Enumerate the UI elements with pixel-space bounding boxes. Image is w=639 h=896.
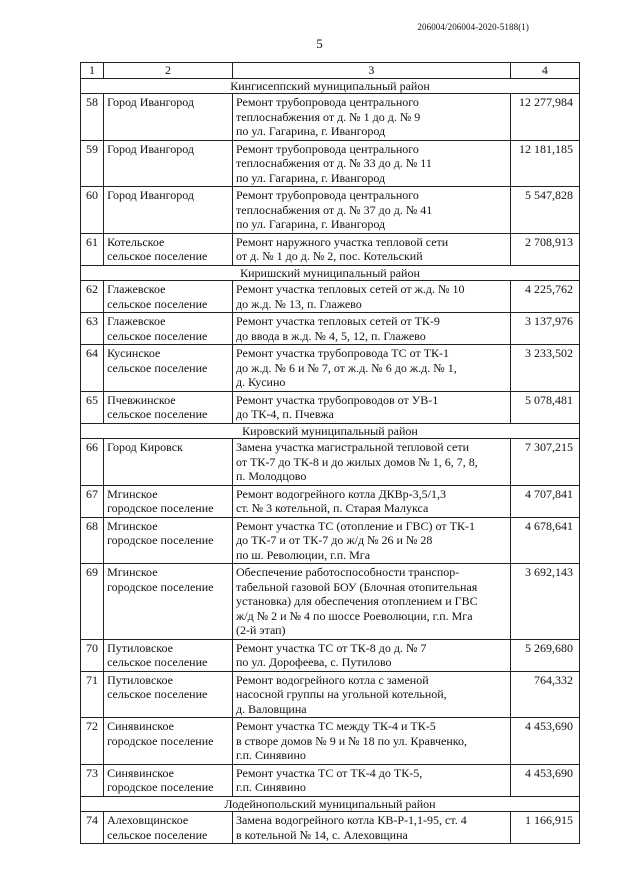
column-header: 1 <box>81 63 104 79</box>
work-description-line: по ул. Гагарина, г. Ивангород <box>236 170 386 185</box>
work-description-cell <box>233 281 511 313</box>
row-number: 69 <box>81 564 104 640</box>
municipality-cell <box>104 313 233 345</box>
work-description-line: Ремонт участка тепловых сетей от ТК-9 <box>236 314 440 328</box>
work-description-line: Обеспечение работоспособности транспор- <box>236 565 460 579</box>
municipality-line: сельское поселение <box>107 407 208 421</box>
row-number: 67 <box>81 485 104 517</box>
work-description-cell <box>233 671 511 718</box>
objects-table <box>80 62 580 844</box>
work-description-line: насосной группы на угольной котельной, <box>236 687 447 701</box>
table-row <box>81 140 580 187</box>
table-row <box>81 485 580 517</box>
row-number: 62 <box>81 281 104 313</box>
municipality-cell <box>104 671 233 718</box>
region-title: Киришский муниципальный район <box>81 265 580 281</box>
municipality-line: сельское поселение <box>107 655 208 669</box>
work-description-line: до ТК-4, п. Пчевжа <box>236 407 334 421</box>
header-row <box>81 63 580 79</box>
table-row <box>81 391 580 423</box>
work-description-line: по ш. Революции, г.п. Мга <box>236 547 371 562</box>
municipality-line: Мгинское <box>107 518 158 533</box>
amount-cell: 1 166,915 <box>510 812 579 844</box>
work-description-line: от д. № 1 до д. № 2, пос. Котельский <box>236 249 423 263</box>
row-number: 70 <box>81 639 104 671</box>
municipality-line: Глажевское <box>107 282 166 296</box>
municipality-line: Синявинское <box>107 765 174 780</box>
table-row <box>81 94 580 141</box>
region-title: Кировский муниципальный район <box>81 423 580 439</box>
work-description-cell <box>233 391 511 423</box>
table-row <box>81 812 580 844</box>
work-description-line: табельной газовой БОУ (Блочная отопительная <box>236 579 478 594</box>
work-description-cell <box>233 485 511 517</box>
table-body <box>81 63 580 844</box>
municipality-cell <box>104 345 233 392</box>
column-header: 2 <box>104 63 233 79</box>
municipality-line: Город Ивангород <box>107 95 195 109</box>
work-description-cell <box>233 313 511 345</box>
table-row <box>81 313 580 345</box>
page-number: 5 <box>316 36 323 51</box>
work-description-line: ж/д № 2 и № 4 по шоссе Роеволюции, г.п. Мга <box>236 608 473 623</box>
municipality-line: Город Ивангород <box>107 141 195 156</box>
municipality-line: сельское поселение <box>107 296 208 311</box>
municipality-line: Путиловское <box>107 672 173 687</box>
table-row <box>81 639 580 671</box>
table-row <box>81 718 580 765</box>
row-number: 68 <box>81 517 104 564</box>
work-description-line: д. Кусино <box>236 375 286 389</box>
work-description-line: г.п. Синявино <box>236 780 306 794</box>
work-description-line: Замена водогрейного котла КВ-Р-1,1-95, ст. 4 <box>236 813 467 827</box>
work-description-line: по ул. Дорофеева, с. Путилово <box>236 655 392 669</box>
municipality-line: Кусинское <box>107 346 161 360</box>
amount-cell: 12 277,984 <box>510 94 579 141</box>
municipality-line: Город Ивангород <box>107 188 195 202</box>
amount-cell: 3 137,976 <box>510 313 579 345</box>
work-description-cell <box>233 187 511 234</box>
work-description-line: в котельной № 14, с. Алеховщина <box>236 827 408 842</box>
work-description-line: до ж.д. № 13, п. Глажево <box>236 296 362 311</box>
table-row <box>81 764 580 796</box>
table-row <box>81 187 580 234</box>
region-header-row <box>81 796 580 812</box>
column-header: 3 <box>233 63 511 79</box>
work-description-cell <box>233 94 511 141</box>
work-description-line: Замена участка магистральной тепловой сети <box>236 440 469 454</box>
work-description-line: Ремонт участка тепловых сетей от ж.д. № 10 <box>236 282 465 296</box>
municipality-line: сельское поселение <box>107 328 208 343</box>
region-title: Лодейнопольский муниципальный район <box>81 796 580 812</box>
row-number: 74 <box>81 812 104 844</box>
municipality-cell <box>104 233 233 265</box>
work-description-line: Ремонт участка ТС от ТК-8 до д. № 7 <box>236 640 427 655</box>
table-row <box>81 564 580 640</box>
municipality-cell <box>104 517 233 564</box>
row-number: 71 <box>81 671 104 718</box>
work-description-line: Ремонт водогрейного котла ДКВр-3,5/1,3 <box>236 486 447 501</box>
municipality-cell <box>104 718 233 765</box>
work-description-line: Ремонт трубопровода центрального <box>236 95 419 109</box>
row-number: 60 <box>81 187 104 234</box>
work-description-line: Ремонт участка трубопроводов от УВ-1 <box>236 392 439 407</box>
table-row <box>81 345 580 392</box>
municipality-line: сельское поселение <box>107 249 208 263</box>
work-description-cell <box>233 639 511 671</box>
amount-cell: 3 692,143 <box>510 564 579 640</box>
work-description-line: Ремонт участка ТС между ТК-4 и ТК-5 <box>236 719 436 733</box>
municipality-line: Мгинское <box>107 486 158 501</box>
amount-cell: 4 225,762 <box>510 281 579 313</box>
work-description-line: до ТК-7 и от ТК-7 до ж/д № 26 и № 28 <box>236 533 433 547</box>
municipality-line: городское поселение <box>107 501 214 515</box>
work-description-cell <box>233 439 511 486</box>
region-header-row <box>81 78 580 94</box>
work-description-line: д. Валовщина <box>236 701 307 716</box>
document-id: 206004/206004-2020-5188(1) <box>417 22 529 32</box>
municipality-cell <box>104 391 233 423</box>
work-description-line: по ул. Гагарина, г. Ивангород <box>236 217 386 231</box>
row-number: 73 <box>81 764 104 796</box>
municipality-line: сельское поселение <box>107 827 208 842</box>
row-number: 65 <box>81 391 104 423</box>
municipality-cell <box>104 439 233 486</box>
work-description-line: теплоснабжения от д. № 37 до д. № 41 <box>236 202 433 217</box>
work-description-cell <box>233 764 511 796</box>
row-number: 72 <box>81 718 104 765</box>
work-description-line: Ремонт водогрейного котла с заменой <box>236 672 429 687</box>
municipality-line: Город Кировск <box>107 440 183 454</box>
municipality-line: Пчевжинское <box>107 392 176 407</box>
work-description-line: Ремонт трубопровода центрального <box>236 188 419 202</box>
amount-cell: 12 181,185 <box>510 140 579 187</box>
work-description-cell <box>233 812 511 844</box>
amount-cell: 4 678,641 <box>510 517 579 564</box>
work-description-line: Ремонт участка трубопровода ТС от ТК-1 <box>236 346 450 360</box>
region-title: Кингисеппский муниципальный район <box>81 78 580 94</box>
municipality-cell <box>104 94 233 141</box>
row-number: 59 <box>81 140 104 187</box>
municipality-cell <box>104 187 233 234</box>
row-number: 64 <box>81 345 104 392</box>
municipality-cell <box>104 140 233 187</box>
work-description-line: г.п. Синявино <box>236 748 306 762</box>
row-number: 66 <box>81 439 104 486</box>
region-header-row <box>81 423 580 439</box>
table-row <box>81 517 580 564</box>
work-description-line: Ремонт участка ТС (отопление и ГВС) от ТК-1 <box>236 518 475 533</box>
municipality-cell <box>104 764 233 796</box>
work-description-cell <box>233 718 511 765</box>
work-description-line: в створе домов № 9 и № 18 по ул. Кравченко, <box>236 733 468 748</box>
region-header-row <box>81 265 580 281</box>
amount-cell: 764,332 <box>510 671 579 718</box>
work-description-cell <box>233 345 511 392</box>
amount-cell: 7 307,215 <box>510 439 579 486</box>
municipality-line: городское поселение <box>107 780 214 794</box>
municipality-line: городское поселение <box>107 533 214 547</box>
table-row <box>81 233 580 265</box>
municipality-cell <box>104 639 233 671</box>
amount-cell: 5 078,481 <box>510 391 579 423</box>
table-row <box>81 671 580 718</box>
work-description-line: Ремонт наружного участка тепловой сети <box>236 234 449 249</box>
work-description-line: п. Молодцово <box>236 469 307 483</box>
municipality-line: Алеховщинское <box>107 813 189 827</box>
work-description-cell <box>233 564 511 640</box>
work-description-line: до ввода в ж.д. № 4, 5, 12, п. Глажево <box>236 328 426 343</box>
work-description-cell <box>233 140 511 187</box>
amount-cell: 5 269,680 <box>510 639 579 671</box>
municipality-line: городское поселение <box>107 733 214 748</box>
work-description-cell <box>233 233 511 265</box>
column-header: 4 <box>510 63 579 79</box>
work-description-line: до ж.д. № 6 и № 7, от ж.д. № 6 до ж.д. № 1, <box>236 360 457 375</box>
work-description-line: Ремонт участка ТС от ТК-4 до ТК-5, <box>236 765 423 780</box>
municipality-line: сельское поселение <box>107 687 208 701</box>
municipality-cell <box>104 564 233 640</box>
municipality-line: Глажевское <box>107 314 166 328</box>
municipality-line: Синявинское <box>107 719 174 733</box>
work-description-line: установка) для обеспечения отоплением и ГВС <box>236 594 478 608</box>
amount-cell: 4 707,841 <box>510 485 579 517</box>
row-number: 58 <box>81 94 104 141</box>
work-description-line: от ТК-7 до ТК-8 и до жилых домов № 1, 6, 7, 8, <box>236 454 478 469</box>
work-description-line: теплоснабжения от д. № 1 до д. № 9 <box>236 109 421 124</box>
municipality-cell <box>104 485 233 517</box>
amount-cell: 2 708,913 <box>510 233 579 265</box>
municipality-line: Мгинское <box>107 565 158 579</box>
municipality-cell <box>104 812 233 844</box>
amount-cell: 5 547,828 <box>510 187 579 234</box>
work-description-line: по ул. Гагарина, г. Ивангород <box>236 124 386 138</box>
municipality-line: сельское поселение <box>107 360 208 375</box>
amount-cell: 4 453,690 <box>510 764 579 796</box>
municipality-cell <box>104 281 233 313</box>
amount-cell: 4 453,690 <box>510 718 579 765</box>
table-row <box>81 439 580 486</box>
municipality-line: городское поселение <box>107 579 214 594</box>
work-description-cell <box>233 517 511 564</box>
work-description-line: (2-й этап) <box>236 623 286 637</box>
table-row <box>81 281 580 313</box>
amount-cell: 3 233,502 <box>510 345 579 392</box>
municipality-line: Путиловское <box>107 640 173 655</box>
work-description-line: ст. № 3 котельной, п. Старая Малукса <box>236 501 429 515</box>
row-number: 61 <box>81 233 104 265</box>
work-description-line: Ремонт трубопровода центрального <box>236 141 419 156</box>
row-number: 63 <box>81 313 104 345</box>
work-description-line: теплоснабжения от д. № 33 до д. № 11 <box>236 156 432 170</box>
municipality-line: Котельское <box>107 234 165 249</box>
